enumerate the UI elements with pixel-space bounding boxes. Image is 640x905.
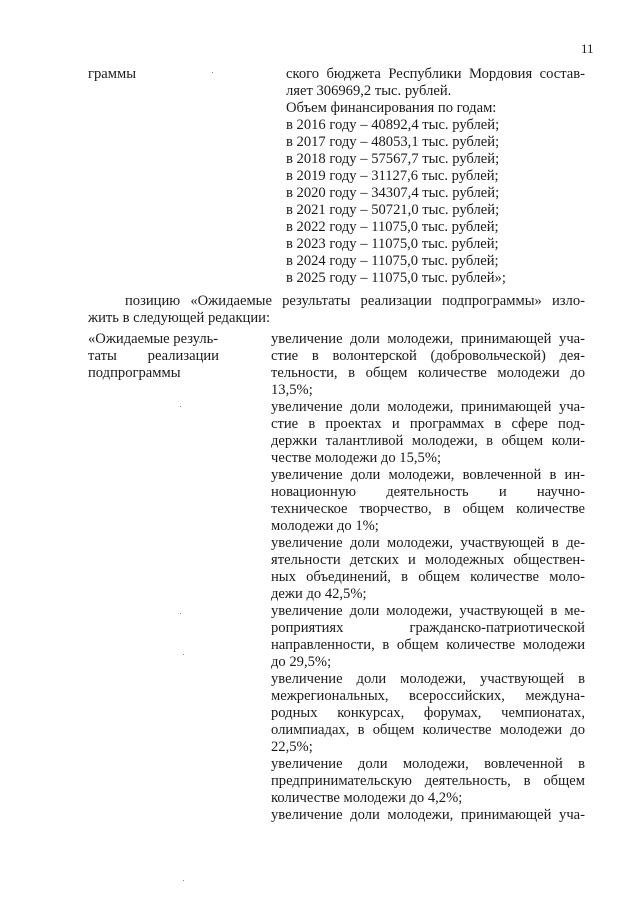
result-line: держки талантливой молодежи, в общем коли- — [271, 433, 585, 449]
table-left-label-line: таты реализации — [88, 348, 219, 364]
result-line: ятельности детских и молодежных обществен- — [271, 552, 585, 568]
funding-line: Объем финансирования по годам: — [286, 100, 497, 116]
scan-speck — [183, 880, 184, 881]
result-line: предпринимательскую деятельность, в общем — [271, 773, 585, 789]
result-line: увеличение доли молодежи, принимающей уча- — [271, 807, 585, 823]
table-left-label-line: подпрограммы — [88, 365, 181, 381]
instruction-line-1: позицию «Ожидаемые результаты реализации подпрограммы» изло- — [125, 293, 585, 309]
result-line: тельности, в общем количестве молодежи до — [271, 365, 585, 381]
result-line: увеличение доли молодежи, принимающей уча- — [271, 399, 585, 415]
result-line: количестве молодежи до 4,2%; — [271, 790, 463, 806]
result-line: увеличение доли молодежи, участвующей в де- — [271, 535, 585, 551]
result-line: 22,5%; — [271, 739, 313, 755]
result-line: увеличение доли молодежи, вовлеченной в ин- — [271, 467, 585, 483]
result-line: новационную деятельность и научно- — [271, 484, 585, 500]
scan-speck — [212, 72, 213, 73]
scan-speck — [180, 613, 181, 614]
result-line: межрегиональных, всероссийских, междуна- — [271, 688, 585, 704]
result-line: увеличение доли молодежи, вовлеченной в — [271, 756, 585, 772]
funding-line: в 2024 году – 11075,0 тыс. рублей; — [286, 253, 499, 269]
table-left-label-line: «Ожидаемые резуль- — [88, 331, 219, 347]
funding-line: в 2016 году – 40892,4 тыс. рублей; — [286, 117, 500, 133]
funding-line: в 2020 году – 34307,4 тыс. рублей; — [286, 185, 500, 201]
page-number: 11 — [581, 41, 594, 56]
funding-line: ляет 306969,2 тыс. рублей. — [286, 83, 452, 99]
funding-line: ского бюджета Республики Мордовия состав- — [286, 66, 585, 82]
result-line: честве молодежи до 15,5%; — [271, 450, 442, 466]
result-line: направленности, в общем количестве молодежи — [271, 637, 585, 653]
result-line: увеличение доли молодежи, участвующей в — [271, 671, 585, 687]
instruction-line-2: жить в следующей редакции: — [88, 310, 271, 326]
top-left-fragment: граммы — [88, 66, 137, 82]
result-line: увеличение доли молодежи, участвующей в ме- — [271, 603, 585, 619]
funding-line: в 2022 году – 11075,0 тыс. рублей; — [286, 219, 499, 235]
result-line: ных объединений, в общем количестве моло- — [271, 569, 585, 585]
funding-line: в 2019 году – 31127,6 тыс. рублей; — [286, 168, 499, 184]
result-line: стие в волонтерской (добровольческой) дея- — [271, 348, 585, 364]
result-line: техническое творчество, в общем количестве — [271, 501, 585, 517]
result-line: увеличение доли молодежи, принимающей уча- — [271, 331, 585, 347]
funding-line: в 2017 году – 48053,1 тыс. рублей; — [286, 134, 500, 150]
scan-speck — [183, 654, 184, 655]
scan-speck — [180, 406, 181, 407]
result-line: дежи до 42,5%; — [271, 586, 367, 602]
funding-line: в 2023 году – 11075,0 тыс. рублей; — [286, 236, 499, 252]
result-line: роприятиях гражданско-патриотической — [271, 620, 585, 636]
result-line: родных конкурсах, форумах, чемпионатах, — [271, 705, 585, 721]
result-line: молодежи до 1%; — [271, 518, 379, 534]
result-line: олимпиадах, в общем количестве молодежи до — [271, 722, 585, 738]
result-line: стие в проектах и программах в сфере под- — [271, 416, 585, 432]
funding-line: в 2018 году – 57567,7 тыс. рублей; — [286, 151, 500, 167]
result-line: 13,5%; — [271, 382, 313, 398]
result-line: до 29,5%; — [271, 654, 332, 670]
funding-line: в 2021 году – 50721,0 тыс. рублей; — [286, 202, 500, 218]
funding-line: в 2025 году – 11075,0 тыс. рублей»; — [286, 270, 506, 286]
